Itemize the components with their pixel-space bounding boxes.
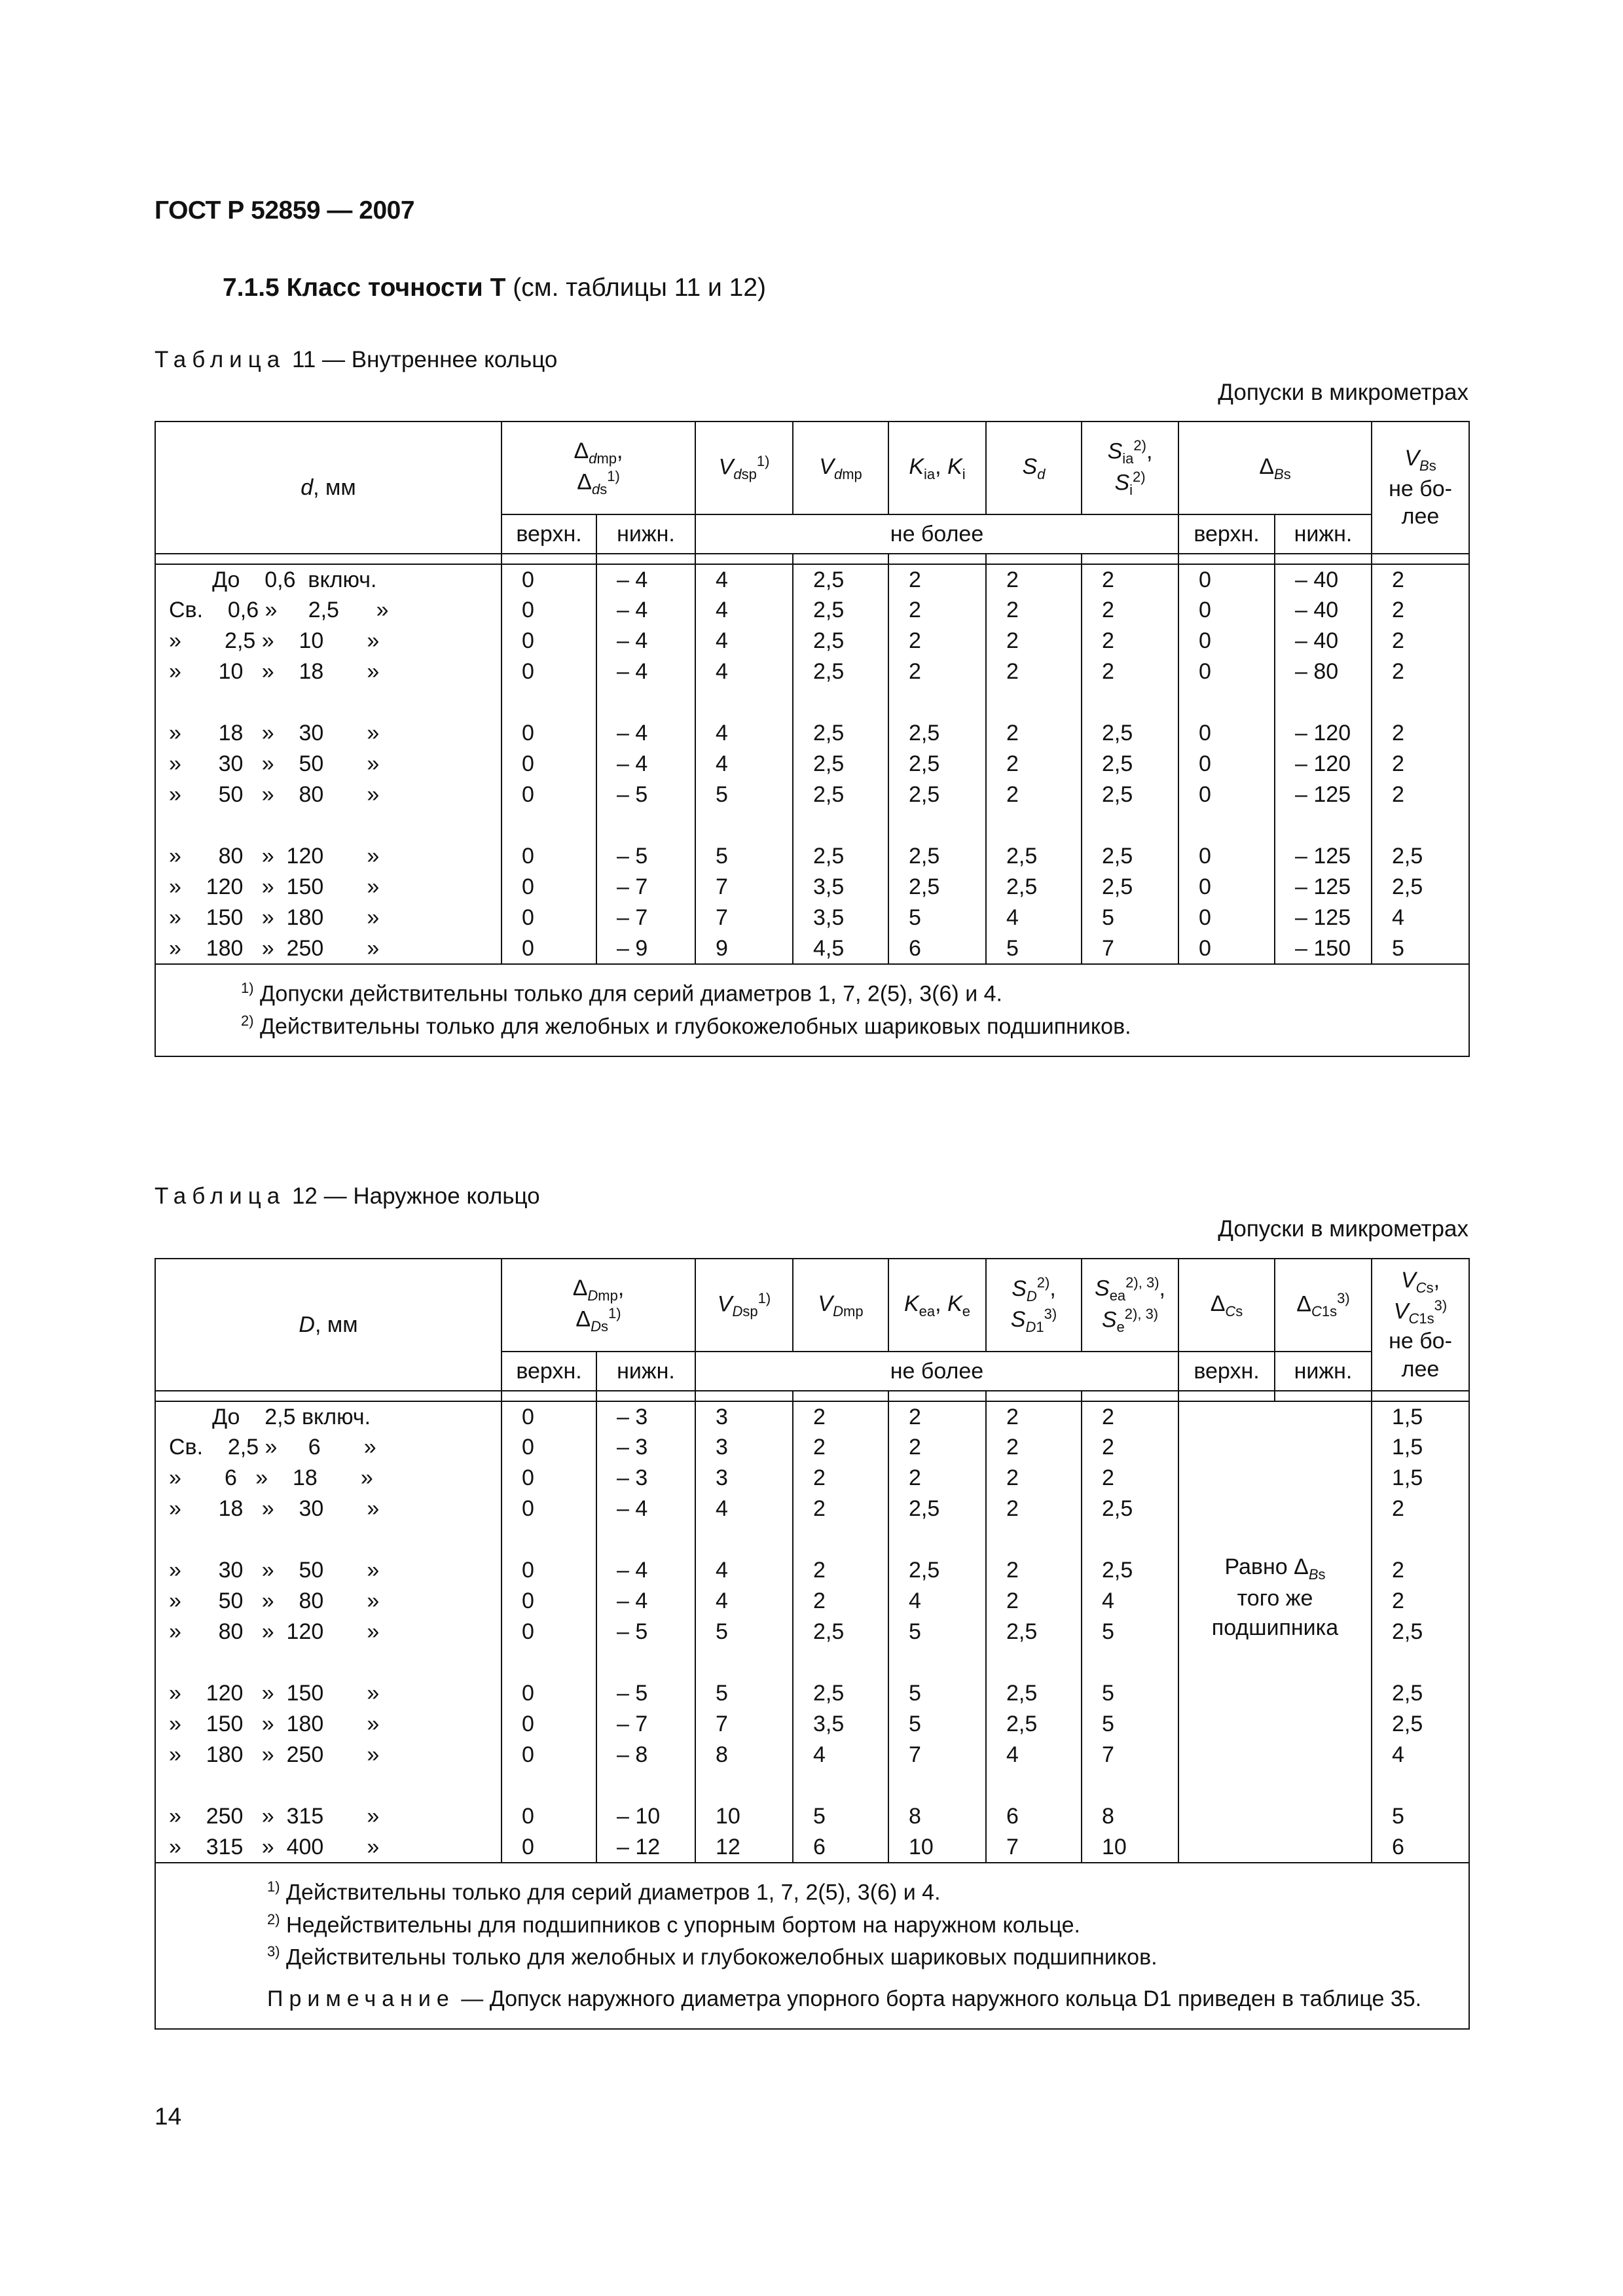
table-cell: – 80	[1275, 656, 1372, 687]
table-cell: – 5	[596, 780, 695, 810]
sub-lower: нижн.	[1275, 1352, 1372, 1391]
table-row	[155, 564, 1469, 595]
table12-caption-text: 12 — Наружное кольцо	[291, 1183, 540, 1209]
cell-diameter: » 120 » 150 »	[155, 872, 501, 903]
header-delta-Dmp: $\Delta_{Dmp}$, $\Delta_{Ds}^{1)}$	[501, 1259, 695, 1352]
table-cell: 2	[986, 1494, 1082, 1524]
table-cell: 2,5	[1082, 1494, 1178, 1524]
table11	[155, 421, 1470, 1057]
table11-footnote-2: Действительны только для желобных и глубокожелобных шариковых подшипников.	[260, 1013, 1131, 1039]
section-ref: (см. таблицы 11 и 12)	[513, 274, 767, 302]
table-cell: 2	[1082, 626, 1178, 656]
table12-tolerances-note: Допуски в микрометрах	[1218, 1216, 1468, 1242]
table-cell: 7	[695, 872, 793, 903]
table11-caption-text: 11 — Внутреннее кольцо	[291, 347, 558, 372]
table-cell: 4	[695, 626, 793, 656]
section-title: 7.1.5 Класс точности Т	[223, 274, 506, 302]
table12-footnote-3: Действительны только для желобных и глубокожелобных шариковых подшипников.	[286, 1945, 1158, 1970]
section-heading	[223, 274, 766, 302]
table-cell: 4	[695, 1586, 793, 1617]
table-cell: 0	[501, 626, 596, 656]
table-cell: 0	[501, 780, 596, 810]
table-cell: 2	[888, 626, 986, 656]
table-cell: 0	[1178, 564, 1275, 595]
table-cell: 2,5	[986, 1709, 1082, 1740]
cell-diameter: » 150 » 180 »	[155, 903, 501, 933]
header-delta-dmp: $\Delta_{dmp}$, $\Delta_{ds}^{1)}$	[501, 422, 695, 514]
table-cell: 4	[695, 718, 793, 749]
header-d: d, мм	[155, 422, 501, 554]
table-cell: 5	[793, 1801, 888, 1832]
table-cell: – 120	[1275, 749, 1372, 780]
table-cell: 2,5	[986, 841, 1082, 872]
table-cell: 2,5	[793, 656, 888, 687]
table-row	[155, 718, 1469, 749]
table-cell: 5	[888, 1678, 986, 1709]
header-vDsp: $V_{Dsp}^{1)}$	[695, 1259, 793, 1352]
table-cell: 0	[501, 903, 596, 933]
table12-footnote-1: Действительны только для серий диаметров 1, 7, 2(5), 3(6) и 4.	[286, 1880, 941, 1905]
table-cell: 0	[501, 1555, 596, 1586]
table-cell: 4	[1372, 1740, 1469, 1770]
table-cell: 7	[986, 1832, 1082, 1863]
table-cell: 0	[501, 718, 596, 749]
table-cell: 2,5	[986, 1617, 1082, 1647]
table-cell: 7	[888, 1740, 986, 1770]
table-cell: 0	[501, 1740, 596, 1770]
table-cell: 5	[888, 1617, 986, 1647]
table-cell: – 4	[596, 626, 695, 656]
header-vCs: $V_{Cs}$, $V_{C1s}^{3)}$ не бо- лее	[1372, 1259, 1469, 1391]
table-cell: 2	[1082, 564, 1178, 595]
table-cell: 5	[695, 780, 793, 810]
table-cell: 0	[501, 1678, 596, 1709]
table-cell: 8	[695, 1740, 793, 1770]
table-cell: 0	[501, 841, 596, 872]
table-cell: 8	[888, 1801, 986, 1832]
cell-diameter: » 30 » 50 »	[155, 1555, 501, 1586]
table-row	[155, 626, 1469, 656]
table-cell: 5	[1082, 903, 1178, 933]
table-cell: – 125	[1275, 903, 1372, 933]
table-cell: 5	[1082, 1709, 1178, 1740]
table-cell: 6	[888, 933, 986, 964]
table11-caption-label: Таблица	[155, 347, 286, 372]
cell-diameter: » 18 » 30 »	[155, 718, 501, 749]
table-cell: 2	[793, 1401, 888, 1432]
table-cell: 5	[695, 1617, 793, 1647]
table11-footnote-1: Допуски действительны только для серий диаметров 1, 7, 2(5), 3(6) и 4.	[260, 981, 1002, 1007]
cell-diameter: » 10 » 18 »	[155, 656, 501, 687]
table-cell: 12	[695, 1832, 793, 1863]
table-cell: 10	[888, 1832, 986, 1863]
table-cell: 2,5	[793, 749, 888, 780]
table-cell: 0	[501, 595, 596, 626]
table-cell: 2,5	[1372, 841, 1469, 872]
table-cell: 2	[888, 1463, 986, 1494]
document-code: ГОСТ Р 52859 — 2007	[155, 196, 415, 224]
table-cell: 7	[1082, 1740, 1178, 1770]
table-cell: 2,5	[1082, 841, 1178, 872]
table-cell: – 8	[596, 1740, 695, 1770]
table-cell: 4	[695, 749, 793, 780]
header-vdmp: $V_{dmp}$	[793, 422, 888, 514]
header-sd: $S_d$	[986, 422, 1082, 514]
table-cell: 3	[695, 1463, 793, 1494]
row-spacer	[155, 687, 1469, 718]
table-cell: – 5	[596, 1678, 695, 1709]
cell-diameter: До 0,6 включ.	[155, 564, 501, 595]
table-cell: 0	[1178, 718, 1275, 749]
table12-footnote-2: Недействительны для подшипников с упорным бортом на наружном кольце.	[286, 1912, 1080, 1937]
sub-lower: нижн.	[596, 514, 695, 554]
table-cell: 5	[888, 903, 986, 933]
table-cell: – 40	[1275, 595, 1372, 626]
cell-diameter: » 80 » 120 »	[155, 1617, 501, 1647]
table-cell: 2	[793, 1432, 888, 1463]
table-cell: 0	[1178, 595, 1275, 626]
table-cell: 2	[986, 749, 1082, 780]
table-cell: 7	[1082, 933, 1178, 964]
table-cell: 2	[888, 595, 986, 626]
table-cell: 2,5	[793, 1678, 888, 1709]
table-cell: – 120	[1275, 718, 1372, 749]
table-cell: 3	[695, 1401, 793, 1432]
cell-diameter: До 2,5 включ.	[155, 1401, 501, 1432]
table-cell: 0	[501, 1586, 596, 1617]
table-cell: 5	[1372, 1801, 1469, 1832]
table-cell: 2,5	[888, 1494, 986, 1524]
table-cell: – 4	[596, 1586, 695, 1617]
table-cell: 0	[501, 872, 596, 903]
table-cell: 7	[695, 903, 793, 933]
table-cell: 0	[1178, 749, 1275, 780]
table-cell: 0	[501, 1401, 596, 1432]
table-cell: 2,5	[1372, 872, 1469, 903]
sub-upper: верхн.	[1178, 514, 1275, 554]
table-row	[155, 903, 1469, 933]
table-cell: 5	[986, 933, 1082, 964]
table-cell: 2,5	[888, 841, 986, 872]
table-cell: 2	[986, 1463, 1082, 1494]
table-row	[155, 780, 1469, 810]
table-row	[155, 872, 1469, 903]
sub-max: не более	[695, 514, 1178, 554]
table-cell: 6	[986, 1801, 1082, 1832]
table-cell: 3	[695, 1432, 793, 1463]
table-cell: 5	[1082, 1678, 1178, 1709]
table-cell: – 4	[596, 656, 695, 687]
note-text: — Допуск наружного диаметра упорного борта наружного кольца D1 приведен в таблице 35.	[454, 1986, 1422, 2011]
table-cell: 2	[793, 1463, 888, 1494]
cell-diameter: » 150 » 180 »	[155, 1709, 501, 1740]
table-cell: 2,5	[1372, 1709, 1469, 1740]
table-cell: – 125	[1275, 780, 1372, 810]
header-vDmp: $V_{Dmp}$	[793, 1259, 888, 1352]
table-cell: 5	[888, 1709, 986, 1740]
table-cell: 2,5	[986, 1678, 1082, 1709]
table-cell: 2	[1372, 749, 1469, 780]
table-cell: 2,5	[888, 872, 986, 903]
header-kea: $K_{ea}$, $K_e$	[888, 1259, 986, 1352]
table-cell: 5	[695, 841, 793, 872]
cell-diameter: » 50 » 80 »	[155, 1586, 501, 1617]
table-cell: 2	[986, 1555, 1082, 1586]
table-row	[155, 656, 1469, 687]
table-row	[155, 1401, 1469, 1432]
table-cell: – 3	[596, 1401, 695, 1432]
table-cell: 4	[986, 903, 1082, 933]
note-label: Примечание	[267, 1986, 455, 2011]
table-cell: 4	[1082, 1586, 1178, 1617]
table-cell: 2	[1372, 1555, 1469, 1586]
header-D: D, мм	[155, 1259, 501, 1391]
cell-diameter: » 2,5 » 10 »	[155, 626, 501, 656]
cell-diameter: » 50 » 80 »	[155, 780, 501, 810]
table-cell: 0	[1178, 841, 1275, 872]
table-row	[155, 841, 1469, 872]
table-cell: – 150	[1275, 933, 1372, 964]
header-vdsp: $V_{dsp}^{1)}$	[695, 422, 793, 514]
table-cell: 0	[1178, 903, 1275, 933]
table-cell: 2	[1082, 595, 1178, 626]
cell-diameter: Св. 2,5 » 6 »	[155, 1432, 501, 1463]
table-cell: 2,5	[1082, 718, 1178, 749]
cell-diameter: » 315 » 400 »	[155, 1832, 501, 1863]
table-cell: 2	[888, 564, 986, 595]
table-cell: 2	[1082, 1401, 1178, 1432]
table-cell: – 4	[596, 595, 695, 626]
table12-caption-label: Таблица	[155, 1183, 286, 1209]
table-cell: – 7	[596, 872, 695, 903]
cell-diameter: » 250 » 315 »	[155, 1801, 501, 1832]
table-cell: 4	[986, 1740, 1082, 1770]
table-cell: 5	[695, 1678, 793, 1709]
table-cell: 2	[1372, 564, 1469, 595]
table-cell: 2,5	[1082, 1555, 1178, 1586]
table-cell: 0	[1178, 626, 1275, 656]
table-cell: 2,5	[986, 872, 1082, 903]
table-cell: – 125	[1275, 872, 1372, 903]
table-cell: – 4	[596, 1494, 695, 1524]
table-cell: 2,5	[1082, 872, 1178, 903]
table-cell: 4	[888, 1586, 986, 1617]
cell-diameter: » 180 » 250 »	[155, 933, 501, 964]
sub-upper: верхн.	[1178, 1352, 1275, 1391]
table11-caption	[155, 347, 557, 373]
table-cell: 0	[501, 1832, 596, 1863]
table-cell: 0	[501, 656, 596, 687]
table-cell: 4	[695, 595, 793, 626]
table-cell: 2	[793, 1494, 888, 1524]
table-cell: 4	[695, 1555, 793, 1586]
table-cell: – 12	[596, 1832, 695, 1863]
header-delta-C1s: $\Delta_{C1s}^{3)}$	[1275, 1259, 1372, 1352]
table-cell: 1,5	[1372, 1401, 1469, 1432]
table-cell: 2,5	[1082, 749, 1178, 780]
table-cell: 3,5	[793, 872, 888, 903]
table-cell: – 125	[1275, 841, 1372, 872]
table-cell: – 5	[596, 841, 695, 872]
table12-caption	[155, 1183, 540, 1210]
sub-upper: верхн.	[501, 1352, 596, 1391]
table-cell: 1,5	[1372, 1463, 1469, 1494]
table-cell: 2	[1082, 1432, 1178, 1463]
table-row	[155, 933, 1469, 964]
table-cell: – 10	[596, 1801, 695, 1832]
header-delta-bs: $\Delta_{Bs}$	[1178, 422, 1372, 514]
sub-upper: верхн.	[501, 514, 596, 554]
table-cell: 4	[1372, 903, 1469, 933]
table-cell: 2	[793, 1555, 888, 1586]
page-number: 14	[155, 2103, 182, 2130]
table-row	[155, 595, 1469, 626]
table-cell: 10	[1082, 1832, 1178, 1863]
table-cell: 3,5	[793, 903, 888, 933]
table-cell: 2,5	[1372, 1678, 1469, 1709]
cell-diameter: » 80 » 120 »	[155, 841, 501, 872]
table-cell: – 40	[1275, 626, 1372, 656]
table-cell: 2	[1372, 626, 1469, 656]
table-cell: 6	[793, 1832, 888, 1863]
table-cell: 10	[695, 1801, 793, 1832]
table-cell: 2	[986, 1432, 1082, 1463]
table-cell: 2,5	[793, 718, 888, 749]
table-cell: 2	[986, 564, 1082, 595]
table-cell: 2,5	[793, 841, 888, 872]
table-cell: 0	[501, 1463, 596, 1494]
table12	[155, 1258, 1470, 2030]
cell-diameter: » 180 » 250 »	[155, 1740, 501, 1770]
table-cell: 2	[888, 1432, 986, 1463]
cell-diameter: » 120 » 150 »	[155, 1678, 501, 1709]
header-sia: $S_{ia}^{2)}$, $S_i^{2)}$	[1082, 422, 1178, 514]
table-cell: 2	[986, 1401, 1082, 1432]
merged-cell-delta-cs: Равно $\Delta_{Bs}$ того же подшипника	[1178, 1401, 1372, 1863]
table-cell: – 4	[596, 718, 695, 749]
cell-diameter: » 6 » 18 »	[155, 1463, 501, 1494]
cell-diameter: » 18 » 30 »	[155, 1494, 501, 1524]
table-cell: 0	[501, 1801, 596, 1832]
table-cell: 2,5	[888, 780, 986, 810]
table-cell: 0	[1178, 872, 1275, 903]
sub-max: не более	[695, 1352, 1178, 1391]
table-cell: 2	[986, 1586, 1082, 1617]
table-cell: 0	[501, 749, 596, 780]
table-cell: 0	[501, 1617, 596, 1647]
table-cell: 4	[695, 564, 793, 595]
header-kia: $K_{ia}$, $K_i$	[888, 422, 986, 514]
table-cell: 4,5	[793, 933, 888, 964]
table-cell: 2,5	[1372, 1617, 1469, 1647]
table-cell: – 3	[596, 1463, 695, 1494]
table-cell: 2	[986, 626, 1082, 656]
table-cell: 0	[501, 1709, 596, 1740]
table-cell: 4	[793, 1740, 888, 1770]
table-cell: 2	[1082, 1463, 1178, 1494]
sub-lower: нижн.	[1275, 514, 1372, 554]
table-cell: 2	[1372, 1494, 1469, 1524]
table-cell: 8	[1082, 1801, 1178, 1832]
table-cell: 0	[501, 564, 596, 595]
table-cell: 9	[695, 933, 793, 964]
table-cell: 0	[1178, 656, 1275, 687]
table-cell: 2,5	[793, 1617, 888, 1647]
table-cell: 2	[986, 595, 1082, 626]
table-cell: 6	[1372, 1832, 1469, 1863]
header-sea: $S_{ea}^{2), 3)}$, $S_e^{2), 3)}$	[1082, 1259, 1178, 1352]
table-cell: 2	[1082, 656, 1178, 687]
table-cell: 2	[1372, 656, 1469, 687]
table-cell: 0	[1178, 933, 1275, 964]
table-cell: 0	[501, 1494, 596, 1524]
header-SD: $S_D^{2)}$, $S_{D1}^{3)}$	[986, 1259, 1082, 1352]
header-delta-Cs: $\Delta_{Cs}$	[1178, 1259, 1275, 1352]
table-cell: 5	[1082, 1617, 1178, 1647]
table-cell: 0	[1178, 780, 1275, 810]
table-cell: 2,5	[793, 564, 888, 595]
table-cell: 3,5	[793, 1709, 888, 1740]
table-cell: 2	[1372, 1586, 1469, 1617]
row-spacer	[155, 810, 1469, 841]
table-cell: 2,5	[793, 626, 888, 656]
table11-footnotes: $^{1)}$ Допуски действительны только для серий диаметров 1, 7, 2(5), 3(6) и 4. $^{2)}$ Действительны только для желобных и глубокожелобных шариковых подшипников.	[155, 964, 1469, 1056]
header-vbs: $V_{Bs}$ не бо- лее	[1372, 422, 1469, 554]
table-cell: – 4	[596, 564, 695, 595]
table-cell: 2	[986, 656, 1082, 687]
sub-lower: нижн.	[596, 1352, 695, 1391]
table-cell: 2	[1372, 595, 1469, 626]
table-cell: – 4	[596, 749, 695, 780]
table-cell: – 5	[596, 1617, 695, 1647]
table-cell: – 7	[596, 903, 695, 933]
table-cell: 2,5	[888, 1555, 986, 1586]
table-cell: 2,5	[793, 780, 888, 810]
table-cell: 2,5	[888, 749, 986, 780]
table11-tolerances-note: Допуски в микрометрах	[1218, 380, 1468, 405]
table-row	[155, 749, 1469, 780]
table12-note	[175, 1983, 1449, 2015]
table-cell: 4	[695, 1494, 793, 1524]
table-cell: 2	[793, 1586, 888, 1617]
table-cell: 2,5	[888, 718, 986, 749]
table-cell: 4	[695, 656, 793, 687]
table-cell: – 9	[596, 933, 695, 964]
table-cell: 2	[888, 656, 986, 687]
table-cell: 2,5	[1082, 780, 1178, 810]
cell-diameter: Св. 0,6 » 2,5 »	[155, 595, 501, 626]
table-cell: – 4	[596, 1555, 695, 1586]
table-cell: 7	[695, 1709, 793, 1740]
cell-diameter: » 30 » 50 »	[155, 749, 501, 780]
table-cell: – 40	[1275, 564, 1372, 595]
table-cell: 1,5	[1372, 1432, 1469, 1463]
table-cell: 2	[1372, 780, 1469, 810]
table-cell: 2,5	[793, 595, 888, 626]
table-cell: 2	[888, 1401, 986, 1432]
table-cell: – 3	[596, 1432, 695, 1463]
table-cell: 2	[986, 780, 1082, 810]
table-cell: 0	[501, 933, 596, 964]
table-cell: 5	[1372, 933, 1469, 964]
table-cell: – 7	[596, 1709, 695, 1740]
table-cell: 2	[1372, 718, 1469, 749]
table-cell: 0	[501, 1432, 596, 1463]
table12-footnotes: $^{1)}$ Действительны только для серий диаметров 1, 7, 2(5), 3(6) и 4. $^{2)}$ Недействительны для подшипников с упорным бортом на наружном кольце. $^{3)}$ Действительны только для желобных и глубокожелобных шариковых подшипников. Примечание — Допуск наружного диаметра упорного борта наружного кольца D1 приведен в таблице 35.	[155, 1863, 1469, 2029]
table-cell: 2	[986, 718, 1082, 749]
